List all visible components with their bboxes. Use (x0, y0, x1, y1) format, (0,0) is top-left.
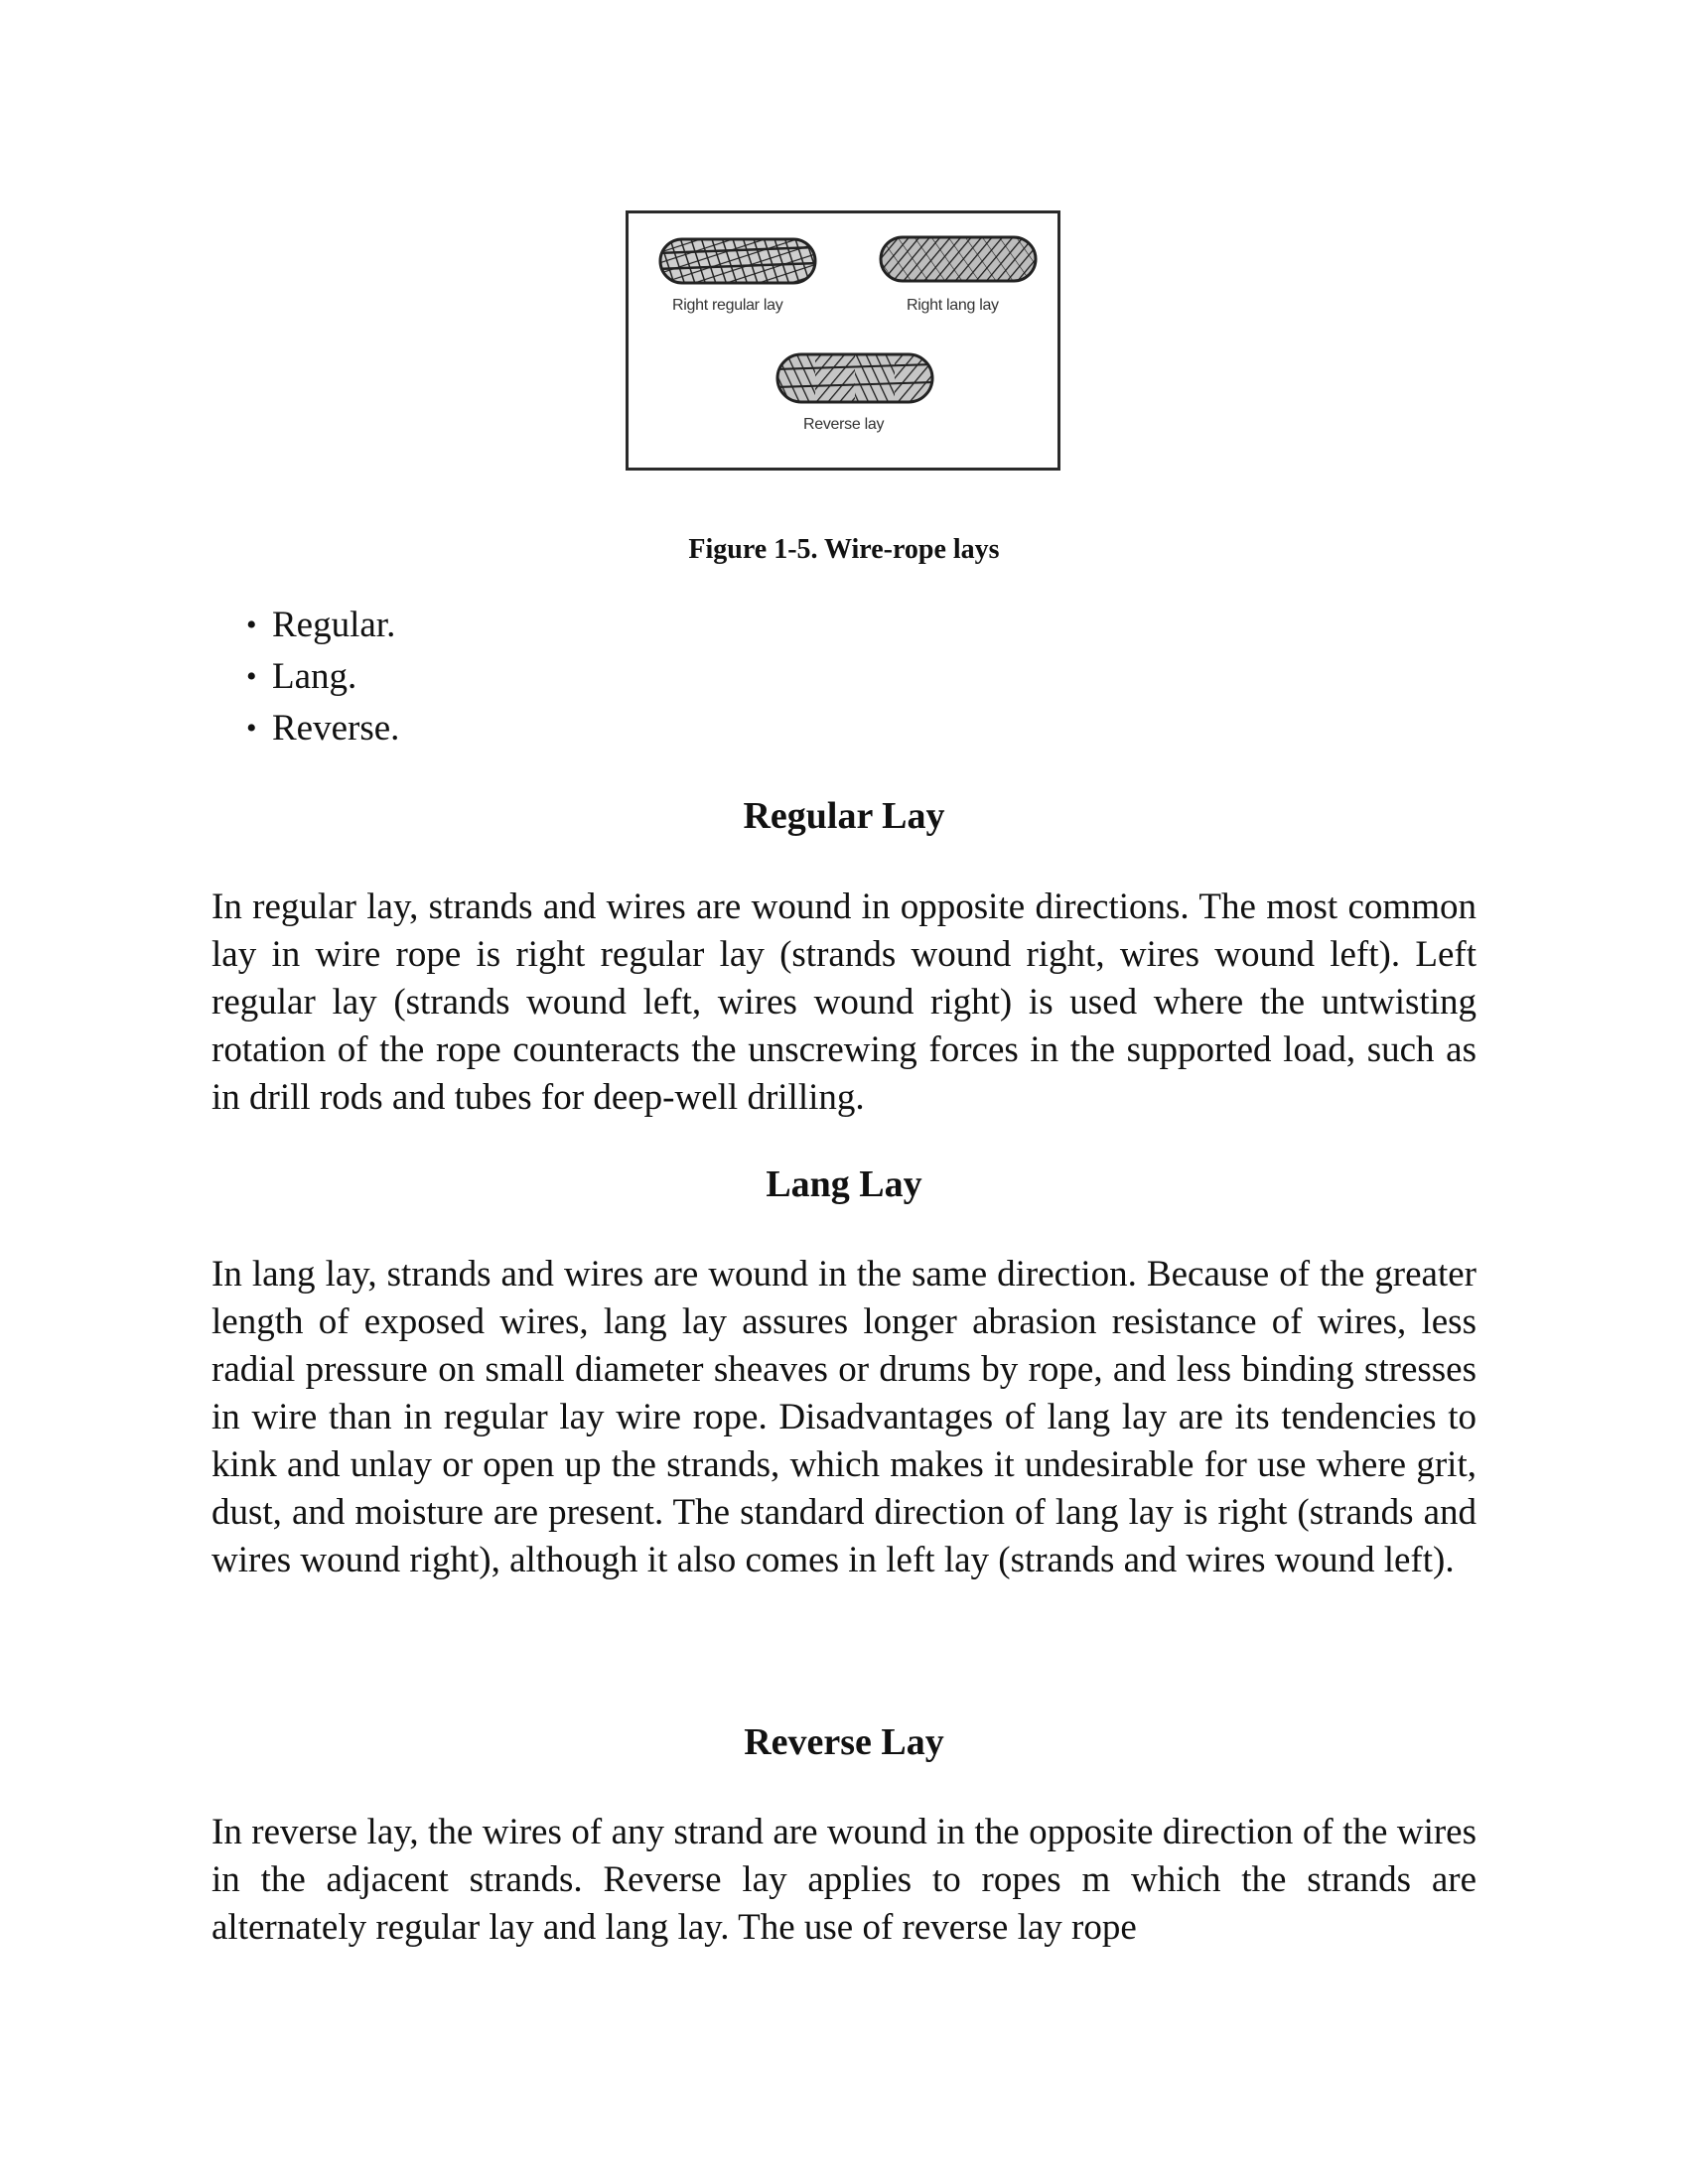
section-text-regular-lay: In regular lay, strands and wires are wound in opposite directions. The most common lay in wire rope is right regular lay (strands wound right, wires wound left). Left regular lay (strands wound left, wires wound right) is used where the untwisting rotation of the rope counteracts the unscrewing forces in the supported load, such as in drill rods and tubes for deep-well drilling. (211, 887, 1477, 1118)
section-text-lang-lay: In lang lay, strands and wires are wound in the same direction. Because of the greater length of exposed wires, lang lay assures longer abrasion resistance of wires, less radial pressure on small diameter sheaves or drums by rope, and less binding stresses in wire than in regular lay wire rope. Disadvantages of lang lay are its tendencies to kink and unlay or open up the strands, which makes it undesirable for use where grit, dust, and moisture are present. The standard direction of lang lay is right (strands and wires wound right), although it also comes in left lay (strands and wires wound left). (211, 1254, 1477, 1580)
reverse-lay-label: Reverse lay (803, 416, 885, 433)
list-item (246, 651, 399, 703)
lay-types-list (246, 600, 399, 754)
list-item-text: Reverse. (272, 708, 400, 749)
figure-caption: Figure 1-5. Wire-rope lays (688, 534, 1000, 565)
section-heading-reverse-lay: Reverse Lay (744, 1721, 944, 1763)
right-regular-lay-label: Right regular lay (672, 297, 783, 314)
bullet-icon: • (246, 609, 257, 641)
wire-rope-lays-figure (626, 210, 1060, 471)
right-regular-lay-rope-image (658, 237, 817, 285)
bullet-icon: • (246, 712, 257, 745)
section-heading-regular-lay: Regular Lay (743, 795, 945, 837)
list-item (246, 600, 399, 651)
list-item-text: Lang. (272, 656, 357, 697)
right-lang-lay-label: Right lang lay (907, 297, 999, 314)
section-heading-lang-lay: Lang Lay (766, 1163, 922, 1205)
reverse-lay-rope-image (775, 352, 934, 404)
bullet-icon: • (246, 660, 257, 693)
section-text-reverse-lay: In reverse lay, the wires of any strand are wound in the opposite direction of the wires in the adjacent strands. Reverse lay applies to ropes m which the strands are alternately regular lay and lang lay. The use of reverse lay rope (211, 1812, 1477, 1948)
list-item-text: Regular. (272, 605, 396, 645)
right-lang-lay-rope-image (879, 235, 1038, 283)
list-item (246, 703, 399, 754)
